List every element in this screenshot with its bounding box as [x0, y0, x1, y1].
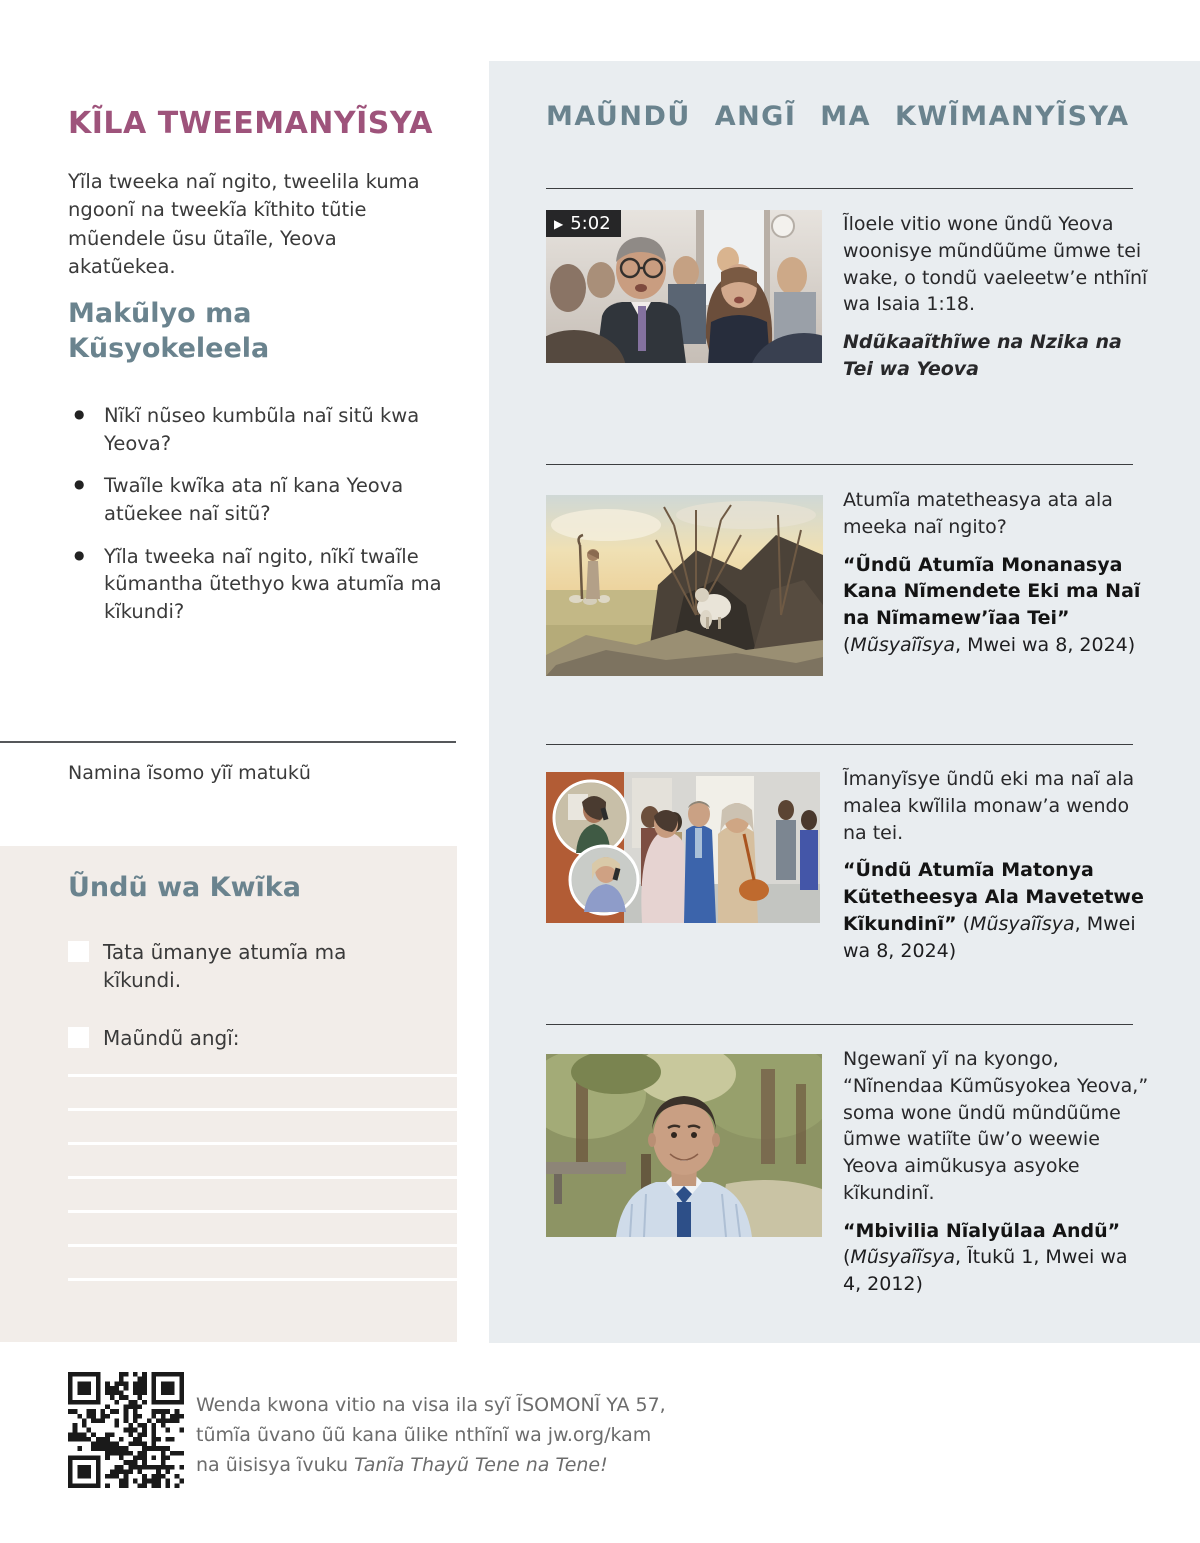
section-description: Ĩloele vitio wone ũndũ Yeova woonisye mũndũũme ũmwe tei wake, o tondũ vaeleetw’e nthĩnĩ wa Isaia 1:18.: [843, 213, 1148, 316]
article-reference: [843, 1218, 1149, 1298]
write-line[interactable]: [68, 1278, 457, 1281]
review-questions-heading: Makũlyo ma Kũsyokeleela: [68, 298, 270, 365]
article-title: “Ũndũ Atumĩa Matonya Kũtetheesya Ala Mavetetwe Kĩkundinĩ”: [843, 859, 1144, 935]
photo-collage-elders-welcoming-woman[interactable]: [546, 772, 820, 923]
video-duration-badge: [546, 210, 621, 237]
checkbox[interactable]: [68, 1027, 89, 1048]
section-divider: [546, 464, 1133, 465]
inset-photo-woman-on-phone-2: [570, 846, 638, 914]
action-item: [68, 1024, 428, 1052]
section-description: Ngewanĩ yĩ na kyongo, “Nĩnendaa Kũmũsyokea Yeova,” soma wone ũndũ mũndũũme ũmwe watiĩte ũw’o weewie Yeova aimũkusya asyoke kĩkundinĩ.: [843, 1048, 1149, 1204]
painting-shepherd-finds-lost-sheep[interactable]: [546, 495, 823, 676]
section-text: [843, 487, 1149, 670]
publication-citation: (Mũsyaĩĩsya, Mwei wa 8, 2024): [843, 912, 1136, 962]
action-item: [68, 938, 428, 994]
publication-citation: (Mũsyaĩĩsya, Ĩtukũ 1, Mwei wa 4, 2012): [843, 1246, 1128, 1296]
write-line[interactable]: [68, 1108, 457, 1111]
checkbox[interactable]: [68, 941, 89, 962]
section-divider: [546, 188, 1133, 189]
inset-photo-woman-on-phone: [554, 781, 628, 855]
qr-code: [68, 1372, 184, 1488]
action-box-heading: Ũndũ wa Kwĩka: [68, 872, 301, 903]
write-line[interactable]: [68, 1244, 457, 1247]
page-title: KĨLA TWEEMANYĨSYA: [68, 106, 433, 141]
footer-instructions: Wenda kwona vitio na visa ila syĩ ĨSOMONĨ YA 57, tũmĩa ũvano ũũ kana ũlike nthĩnĩ wa jw.org/kam na ũisisya ĩvuku Tanĩa Thayũ Tene na Tene!: [196, 1394, 666, 1477]
video-title: Ndũkaaĩthĩwe na Nzika na Tei wa Yeova: [843, 331, 1122, 380]
write-line[interactable]: [68, 1176, 457, 1179]
video-thumbnail-congregation-singing[interactable]: [546, 210, 822, 363]
section-description: Atumĩa matetheasya ata ala meeka naĩ ngito?: [843, 489, 1113, 538]
write-line[interactable]: [68, 1074, 457, 1077]
play-icon: ▶: [554, 216, 564, 231]
action-box: [0, 846, 457, 1342]
article-reference: [843, 857, 1149, 964]
photo-smiling-man-outdoors[interactable]: [546, 1054, 822, 1237]
article-title: “Mbivilia Nĩalyũlaa Andũ”: [843, 1219, 1121, 1242]
write-line[interactable]: [68, 1210, 457, 1213]
section-description: Ĩmanyĩsye ũndũ eki ma naĩ ala malea kwĩlila monaw’a wendo na tei.: [843, 768, 1135, 844]
section-text: [843, 211, 1149, 394]
review-question: ● Nĩkĩ nũseo kumbũla naĩ sitũ kwa Yeova?: [74, 402, 466, 457]
publication-citation: (Mũsyaĩĩsya, Mwei wa 8, 2024): [843, 633, 1136, 656]
review-questions-list: [74, 402, 466, 641]
book-title: Tanĩa Thayũ Tene na Tene!: [354, 1454, 608, 1477]
left-divider: [0, 741, 456, 743]
section-divider: [546, 1024, 1133, 1025]
review-question: ● Yĩla tweeka naĩ ngito, nĩkĩ twaĩle kũmantha ũtethyo kwa atumĩa ma kĩkundi?: [74, 543, 466, 626]
article-reference: [843, 552, 1149, 659]
review-question: ● Twaĩle kwĩka ata nĩ kana Yeova atũekee naĩ sitũ?: [74, 472, 466, 527]
article-title: “Ũndũ Atumĩa Monanasya Kana Nĩmendete Eki ma Naĩ na Nĩmamew’ĩaa Tei”: [843, 553, 1141, 630]
further-study-heading: MAŨNDŨ ANGĨ MA KWĨMANYĨSYA: [546, 101, 1130, 132]
completion-note: Namina ĩsomo yĩĩ matukũ: [68, 762, 311, 784]
summary-paragraph: Yĩla tweeka naĩ ngito, tweelila kuma ngoonĩ na tweekĩa kĩthito tũtie mũendele ũsu ũtaĩle, Yeova akatũekea.: [68, 170, 420, 278]
writing-lines[interactable]: [68, 1074, 457, 1312]
further-study-panel: [489, 61, 1200, 1343]
section-text: [843, 766, 1149, 975]
action-item-label: Maũndũ angĩ:: [103, 1026, 240, 1050]
action-item-label: Tata ũmanye atumĩa ma kĩkundi.: [103, 940, 347, 992]
write-line[interactable]: [68, 1142, 457, 1145]
section-text: [843, 1046, 1149, 1309]
section-divider: [546, 744, 1133, 745]
video-duration: 5:02: [570, 212, 611, 234]
